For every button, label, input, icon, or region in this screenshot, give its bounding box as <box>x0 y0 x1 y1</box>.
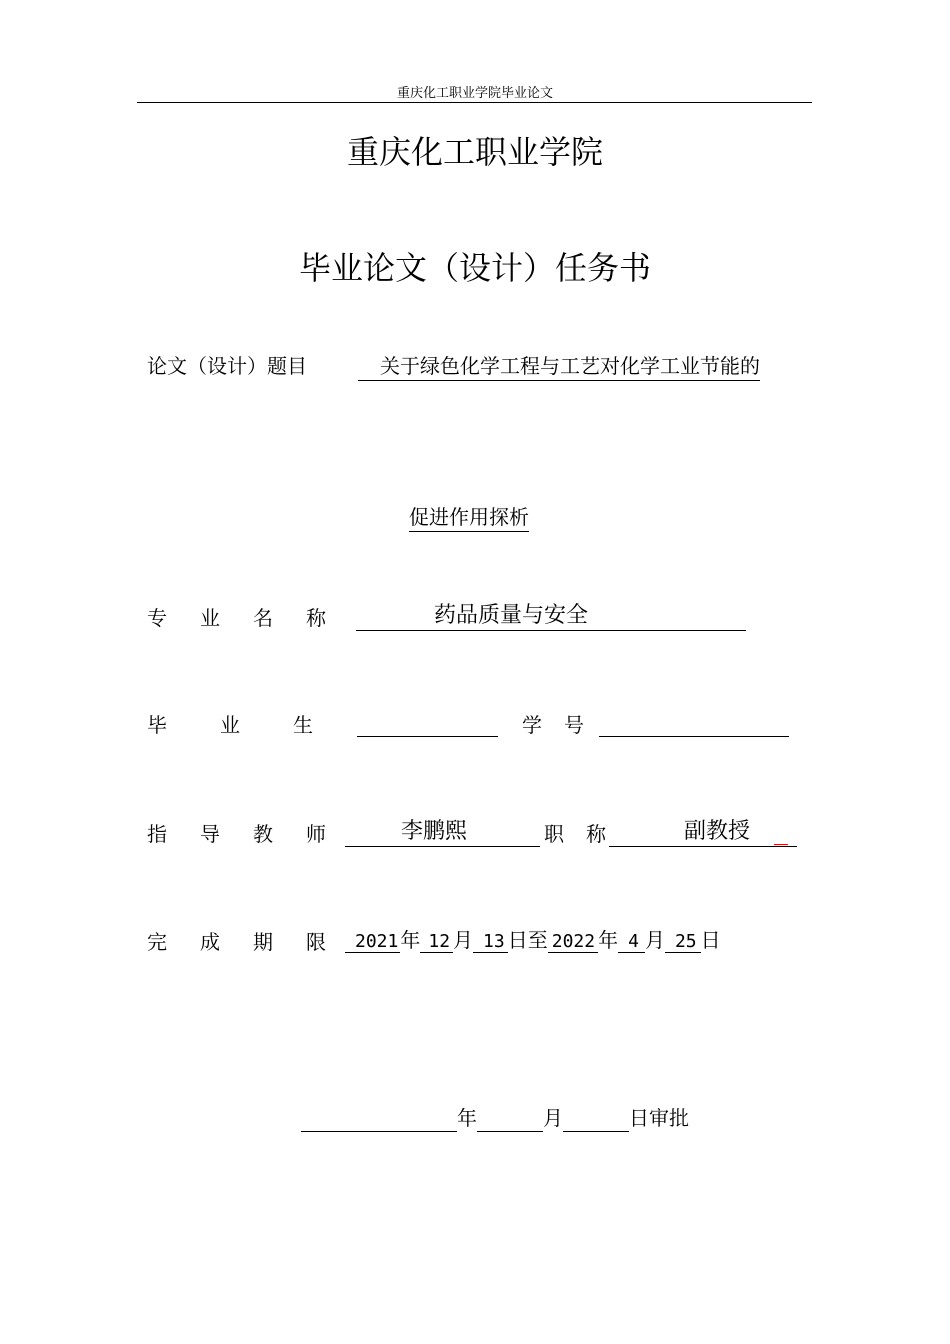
advisor-field <box>345 818 540 847</box>
major-label: 专业名称 <box>147 606 359 630</box>
topic-line-1: 关于绿色化学工程与工艺对化学工业节能的 <box>358 352 760 381</box>
period-label: 完成期限 <box>147 930 359 954</box>
approval-year-char: 年 <box>457 1106 477 1130</box>
end-month-char: 月 <box>644 928 665 952</box>
advisor-value: 李鹏熙 <box>401 819 468 844</box>
end-year: 2022 <box>548 931 598 953</box>
approval-month-char: 月 <box>543 1106 563 1130</box>
running-header: 重庆化工职业学院毕业论文 <box>396 86 553 101</box>
graduate-name-blank <box>357 710 498 737</box>
approval-month-blank <box>477 1105 543 1132</box>
major-field <box>356 602 746 631</box>
approval-year-blank <box>301 1105 457 1132</box>
end-year-char: 年 <box>598 928 619 952</box>
rank-value: 副教授 <box>684 819 751 844</box>
rank-label: 职称 <box>544 822 628 846</box>
end-day-char: 日 <box>700 928 721 952</box>
student-id-label: 学号 <box>522 713 606 737</box>
period-dates <box>345 926 721 956</box>
approval-day-label: 日审批 <box>629 1106 689 1130</box>
approval-row <box>301 1104 689 1132</box>
end-month: 4 <box>618 931 645 953</box>
school-title: 重庆化工职业学院 <box>346 133 603 171</box>
topic-label: 论文（设计）题目 <box>147 354 307 378</box>
start-day-to: 日至 <box>507 928 548 952</box>
start-month: 12 <box>420 931 453 953</box>
topic-line-2: 促进作用探析 <box>409 503 529 532</box>
advisor-label: 指导教师 <box>147 822 359 846</box>
graduate-label: 毕业生 <box>147 713 366 737</box>
edit-mark <box>774 820 788 845</box>
rank-field <box>609 818 797 847</box>
start-year: 2021 <box>345 931 400 953</box>
start-year-char: 年 <box>400 928 421 952</box>
major-value: 药品质量与安全 <box>434 603 589 628</box>
document-title: 毕业论文（设计）任务书 <box>298 249 651 287</box>
header-divider <box>137 102 812 103</box>
start-day: 13 <box>473 931 508 953</box>
approval-day-blank <box>563 1105 629 1132</box>
end-day: 25 <box>665 931 701 953</box>
student-id-blank <box>599 710 789 737</box>
start-month-char: 月 <box>453 928 474 952</box>
